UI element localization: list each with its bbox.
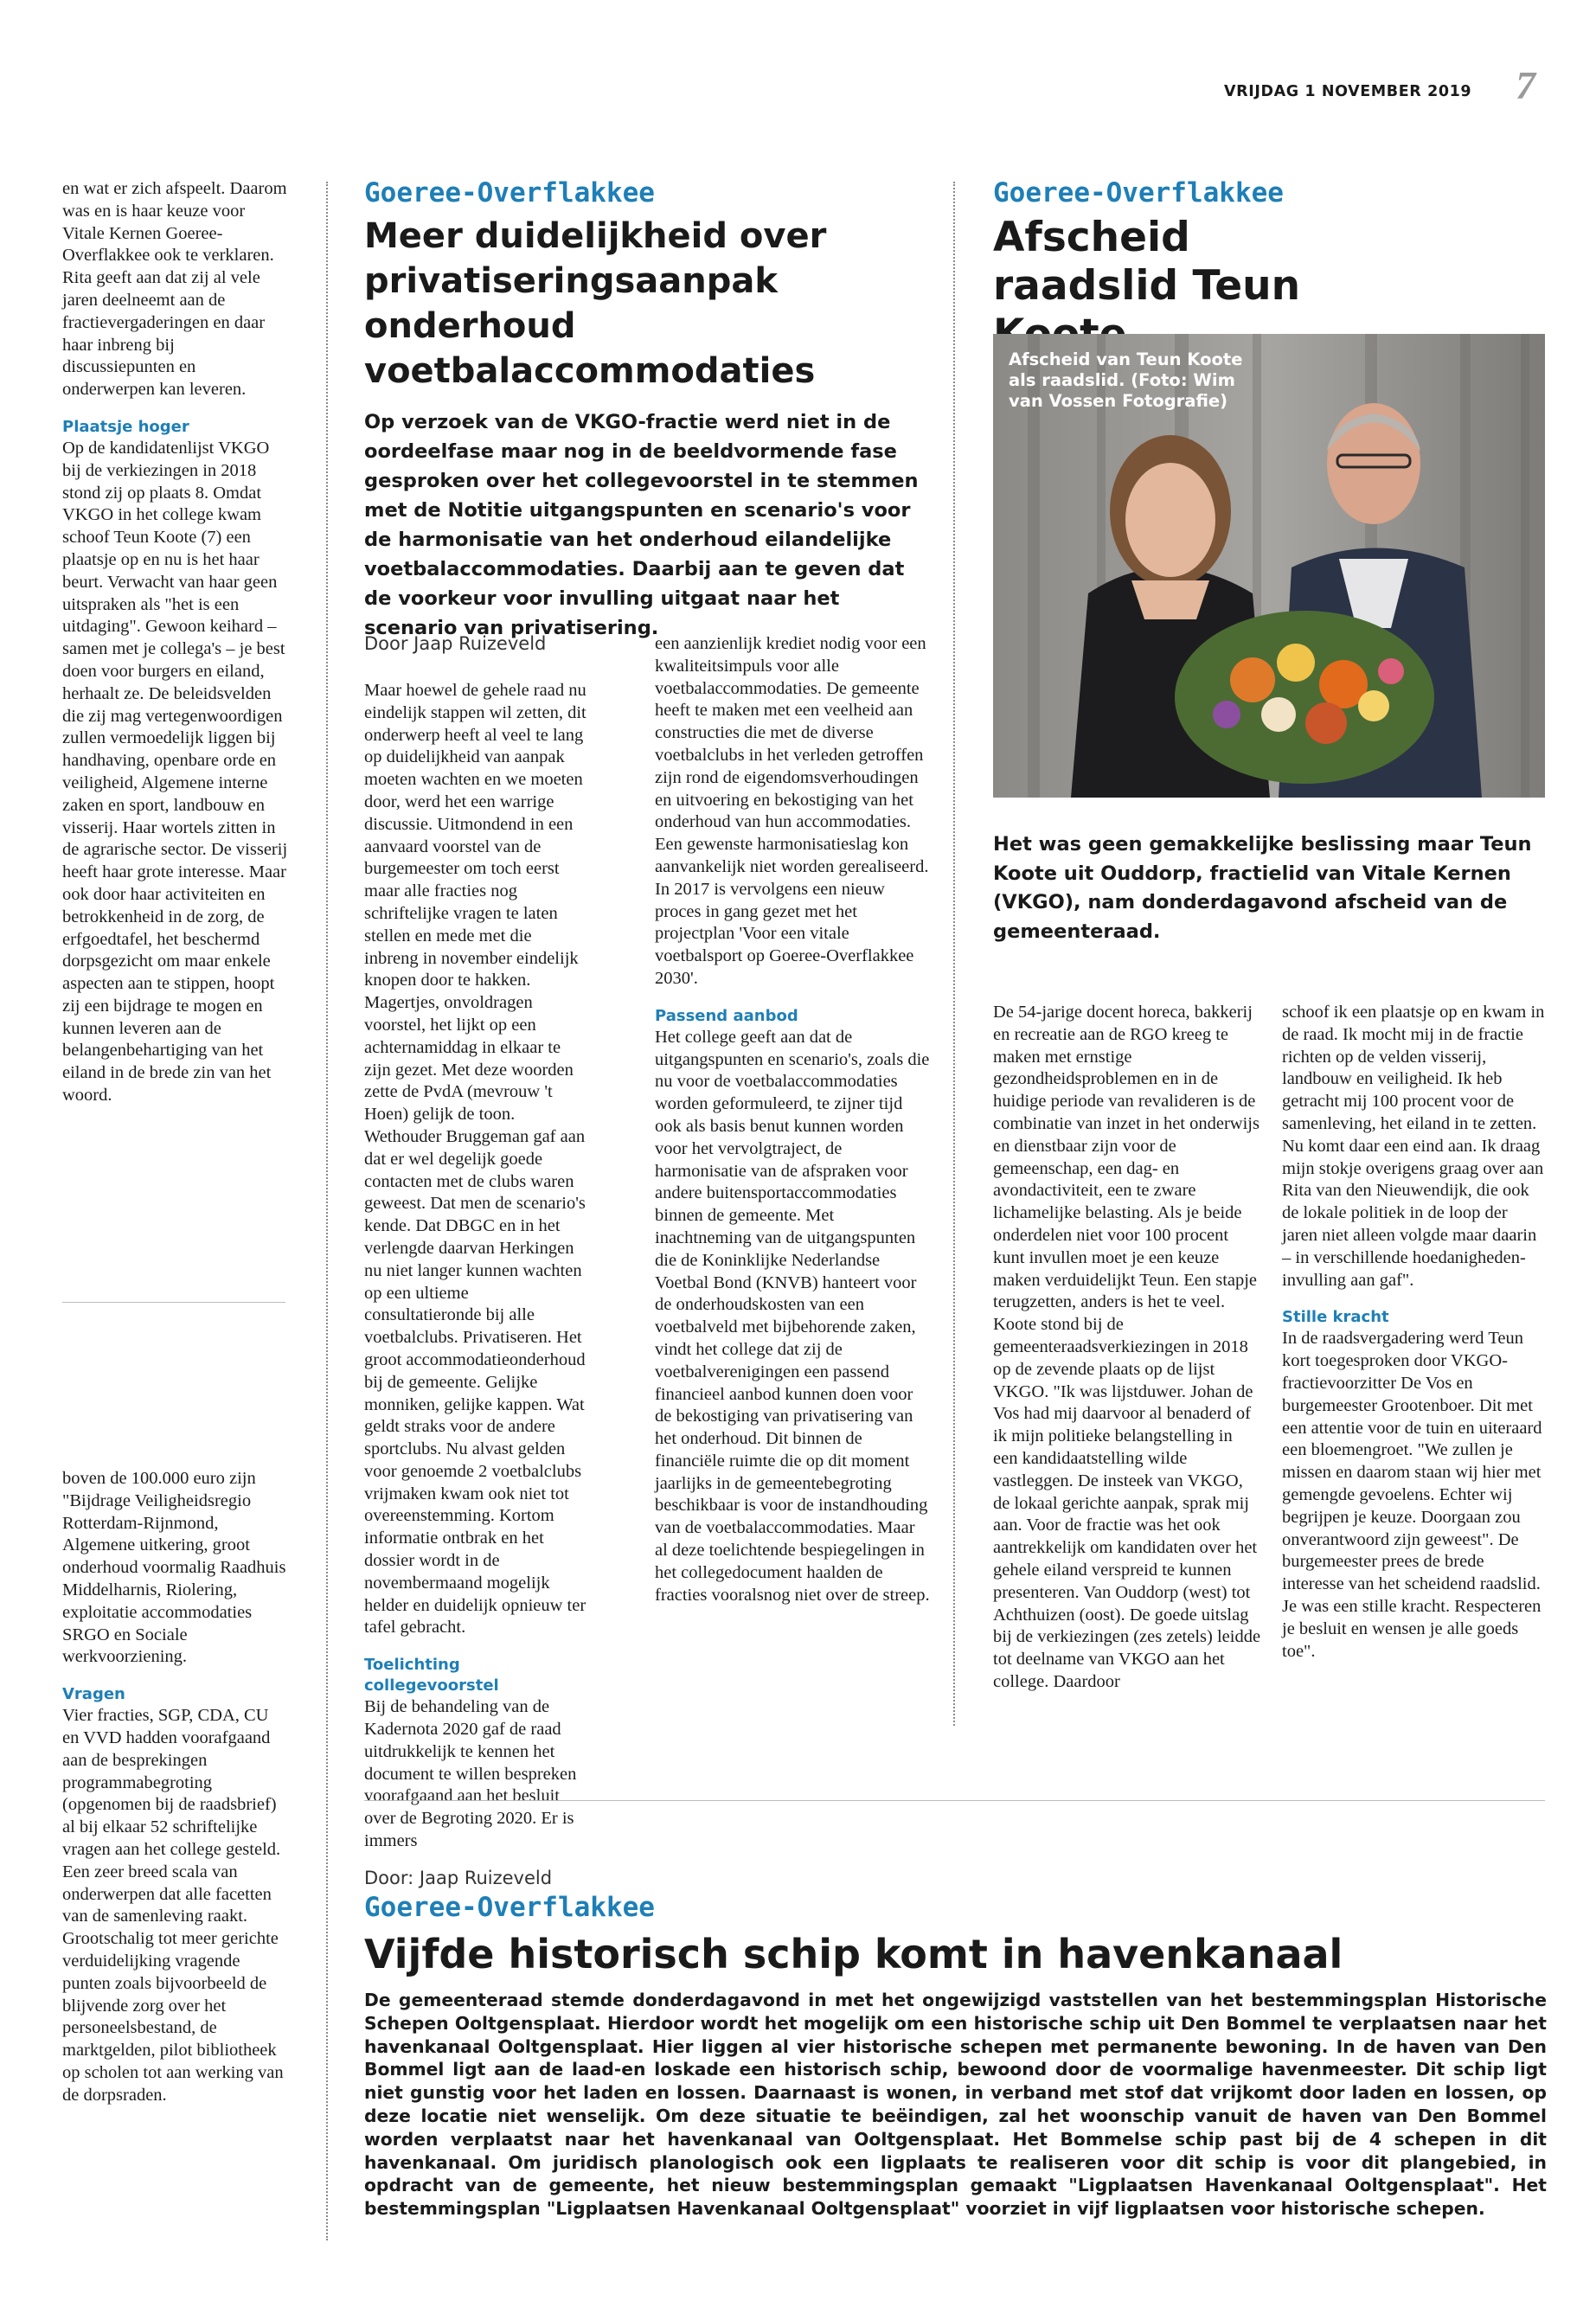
afscheid-subhead-stille-kracht: Stille kracht	[1282, 1308, 1389, 1327]
voetbal-subhead-toelichting: Toelichting collegevoorstel	[364, 1656, 499, 1695]
voetbal-col1-text-2: Bij de behandeling van de Kadernota 2020 gaf de raad uitdrukkelijk te kennen het document te willen bespreken voorafgaand aan het besluit over de Begroting 2020. Er is immers	[364, 1697, 577, 1851]
article-afscheid	[993, 176, 1547, 359]
voetbal-kicker: Goeree-Overflakkee	[364, 177, 655, 208]
column-divider-left	[326, 182, 328, 2240]
afscheid-intro-wrap	[993, 830, 1547, 946]
left-subhead-vragen: Vragen	[62, 1685, 125, 1704]
afscheid-headline: Afscheid raadslid Teun	[993, 214, 1301, 310]
photo-caption: Afscheid van Teun Koote als raadslid. (Foto: Wim van Vossen Fotografie)	[1009, 349, 1243, 411]
left-column-continued	[62, 1468, 289, 2107]
voetbal-byline: Door Jaap Ruizeveld	[364, 633, 547, 654]
afscheid-intro: Het was geen gemakkelijke beslissing maar Teun Koote uit Ouddorp, fractielid van Vitale Kernen (VKGO), nam donderdagavond afscheid van de gemeenteraad.	[993, 833, 1532, 943]
voetbal-col1-text: Maar hoewel de gehele raad nu eindelijk stappen wil zetten, dit onderwerp heeft al veel te lang op duidelijkheid van aanpak moeten wachten en we moeten door, werd het een warrige discussie. Uitmondend in een aanvaard voorstel van de burgemeester om toch eerst maar alle fracties nog schriftelijke vragen te laten stellen en mede met die inbreng in november eindelijk knopen door te hakken. Magertjes, onvoldragen voorstel, het lijkt op een achternamiddag in elkaar te zijn gezet. Met deze woorden zette de PvdA (mevrouw 't Hoen) gelijk de toon. Wethouder Bruggeman gaf aan dat er wel degelijk goede contacten met de clubs waren geweest. Dat men de scenario's kende. Dat DBGC en in het verlengde daarvan Herkingen nu niet langer kunnen wachten op een ultieme consultatieronde bij alle voetbalclubs. Privatiseren. Het groot accommodatieonderhoud bij de gemeente. Gelijke monniken, gelijke kappen. Wat geldt straks voor de andere sportclubs. Nu alvast gelden voor genoemde 2 voetbalclubs vrijmaken kwam ook niet tot overeenstemming. Kortom informatie ontbrak en het dossier wordt in de novembermaand mogelijk helder en duidelijk opnieuw ter tafel gebracht.	[364, 681, 586, 1638]
voetbal-col2-text-2: Het college geeft aan dat de uitgangspunten en scenario's, zoals die nu voor de voetbalaccommodaties worden geformuleerd, te zijner tijd ook als basis benut kunnen worden voor het vervolgtraject, de harmonisatie van de afspraken voor andere buitensportaccommodaties binnen de gemeente. Met inachtneming van de uitgangspunten die de Koninklijke Nederlandse Voetbal Bond (KNVB) hanteert voor de onderhoudskosten van een voetbalveld met bijbehorende zaken, vindt het college dat zij de voetbalverenigingen een passend financieel aanbod kunnen doen voor de bekostiging van privatisering van het onderhoud. Dit binnen de financiële ruimte die op dit moment jaarlijks in de gemeentebegroting beschikbaar is voor de instandhouding van de voetbalaccommodaties. Maar al deze toelichtende bespiegelingen in het collegedocument haalden de fracties vooralsnog niet over de streep.	[655, 1027, 930, 1605]
schip-byline: Door: Jaap Ruizeveld	[364, 1868, 553, 1888]
issue-date: VRIJDAG 1 NOVEMBER 2019	[1224, 83, 1472, 100]
left-subhead-plaatsje-hoger: Plaatsje hoger	[62, 417, 189, 436]
bottom-article-divider	[364, 1800, 1545, 1801]
afscheid-col2-text-2: In de raadsvergadering werd Teun kort toegesproken door VKGO-fractievoorzitter De Vos en burgemeester Grootenboer. Dit met een attentie voor de tuin en uiteraard een bloemengroet. "We zullen je missen en daarom staan wij hier met gemengde gevoelens. Echter wij begrijpen je keuze. Doorgaan zou onverantwoord zijn geweest". De burgemeester prees de brede interesse van het scheidend raadslid. Je was een stille kracht. Respecteren je besluit en wensen je alle goeds toe".	[1282, 1329, 1542, 1661]
afscheid-kicker: Goeree-Overflakkee	[993, 177, 1284, 208]
left-column-divider	[62, 1302, 285, 1303]
schip-headline: Vijfde historisch schip komt in havenkanaal	[364, 1931, 1343, 1977]
afscheid-col1-text: De 54-jarige docent horeca, bakkerij en recreatie aan de RGO kreeg te maken met ernstige gezondheidsproblemen en in de huidige periode van revalideren is de combinatie van inzet in het onderwijs en dienstbaar zijn voor de gemeenschap, een dag- en avondactiviteit, een te zware lichamelijke belasting. Als je beide onderdelen niet voor 100 procent kunt invullen moet je een keuze maken verduidelijkt Teun. Een stapje terugzetten, anders is het te veel. Koote stond bij de gemeenteraadsverkiezingen in 2018 op de zevende plaats op de lijst VKGO. "Ik was lijstduwer. Johan de Vos had mij daarvoor al benaderd of ik mijn politieke belangstelling in een kandidaatstelling wilde vastleggen. De insteek van VKGO, de lokaal gerichte aanpak, sprak mij aan. Voor de fractie was het ook aantrekkelijk om kandidaten over het gehele eiland verspreid te kunnen presenteren. Van Ouddorp (west) tot Achthuizen (oost). De goede uitslag bij de verkiezingen (zes zetels) leidde tot deelname van VKGO aan het college. Daardoor	[993, 1003, 1261, 1691]
voetbal-column-1	[364, 631, 587, 1853]
voetbal-intro: Op verzoek van de VKGO-fractie werd niet in de oordeelfase maar nog in de beeldvormende fase gesproken over het collegevoorstel in te stemmen met de Notitie uitgangspunten en scenario's voor de harmonisatie van het onderhoud eilandelijke voetbalaccommodaties. Daarbij aan te geven dat de voorkeur voor invulling uitgaat naar het scenario van privatisering.	[364, 411, 919, 639]
afscheid-col2-text: schoof ik een plaatsje op en kwam in de raad. Ik mocht mij in de fractie richten op de velden visserij, landbouw en veiligheid. Ik heb getracht mij 100 procent voor de samenleving, het eiland in te zetten. Nu komt daar een eind aan. Ik draag mijn stokje overigens graag over aan Rita van den Nieuwendijk, die ook de lokale politiek in de loop der jaren niet alleen volgde maar daarin – in verschillende hoedanigheden- invulling aan gaf".	[1282, 1003, 1545, 1290]
column-divider-middle	[953, 182, 955, 1726]
schip-intro: De gemeenteraad stemde donderdagavond in met het ongewijzigd vaststellen van het bestemmingsplan Historische Schepen Ooltgensplaat. Hierdoor wordt het mogelijk om een historische schip uit Den Bommel te verplaatsen naar het havenkanaal Ooltgensplaat. Hier liggen al vier historische schepen met permanente bewoning. In de haven van Den Bommel ligt aan de laad-en loskade een historisch schip, bewoond door de voormalige havenmeester. Dit schip ligt niet gunstig voor het laden en lossen. Daarnaast is wonen, in verband met stof dat vrijkomt door laden en lossen, op deze locatie niet wenselijk. Om deze situatie te beëindigen, zal het woonschip vanuit de haven van Den Bommel worden verplaatst naar het havenkanaal van Ooltgensplaat. Het Bommelse schip past bij de 4 schepen in dit havenkanaal. Om juridisch planologisch ook een ligplaats te realiseren voor dit schip is voor dit plangebied, in opdracht van de gemeente, het nieuw bestemmingsplan gemaakt "Ligplaatsen Havenkanaal Ooltgensplaat". Het bestemmingsplan "Ligplaatsen Havenkanaal Ooltgensplaat" voorziet in vijf ligplaatsen voor historische schepen.	[364, 1990, 1547, 2220]
left-column	[62, 178, 289, 1107]
voetbal-subhead-passend-aanbod: Passend aanbod	[655, 1006, 798, 1025]
article-schip	[364, 1866, 1547, 2221]
left-column-text-2: Op de kandidatenlijst VKGO bij de verkiezingen in 2018 stond zij op plaats 8. Omdat VKGO in het college kwam schoof Teun Koote (7) een plaatsje op en nu is het haar beurt. Verwacht van haar geen uitspraken als "het is een uitdaging". Gewoon keihard – samen met je collega's – je best doen voor burgers en eiland, herhaalt ze. De beleidsvelden die zij mag vertegenwoordigen zullen vermoedelijk liggen bij handhaving, openbare orde en veiligheid, Algemene interne zaken en sport, landbouw en visserij. Haar wortels zitten in de agrarische sector. De visserij heeft haar grote interesse. Maar ook door haar activiteiten en betrokkenheid in de zorg, de erfgoedtafel, het beschermd dorpsgezicht om maar enkele aspecten aan te stippen, hoopt zij een bijdrage te mogen en kunnen leveren aan de belangenbehartiging van het eiland in de brede zin van het woord.	[62, 438, 288, 1106]
left-column-text-3: boven de 100.000 euro zijn "Bijdrage Veiligheidsregio Rotterdam-Rijnmond, Algemene uitkering, groot onderhoud voormalig Raadhuis Middelharnis, Riolering, exploitatie accommodaties SRGO en Sociale werkvoorziening.	[62, 1469, 286, 1667]
afscheid-column-2	[1282, 1002, 1547, 1663]
voetbal-col2-text: een aanzienlijk krediet nodig voor een kwaliteitsimpuls voor alle voetbalaccommodaties. De gemeente heeft te maken met een veelheid aan constructies die met de diverse voetbalclubs in het verleden getroffen zijn rond de eigendomsverhoudingen en uitvoering en bekostiging van het onderhoud van hun accommodaties. Een gewenste harmonisatieslag kon aanvankelijk niet worden gerealiseerd. In 2017 is vervolgens een nieuw proces in gang gezet met het projectplan 'Voor een vitale voetbalsport op Goeree-Overflakkee 2030'.	[655, 634, 929, 988]
voetbal-headline: Meer duidelijkheid over privatiseringsaanpak onderhoud voetbalaccommodaties	[364, 216, 827, 391]
voetbal-column-2	[655, 633, 930, 1606]
article-voetbal	[364, 176, 931, 643]
schip-kicker: Goeree-Overflakkee	[364, 1892, 655, 1923]
left-column-text-4: Vier fracties, SGP, CDA, CU en VVD hadden voorafgaand aan de besprekingen programmabegroting (opgenomen bij de raadsbrief) al bij elkaar 52 schriftelijke vragen aan het college gesteld. Een zeer breed scala van onderwerpen dat alle facetten van de samenleving raakt. Grootschalig tot meer gerichte verduidelijking vragende punten zoals bijvoorbeeld de blijvende zorg over het personeelsbestand, de marktgelden, pilot bibliotheek op scholen tot aan werking van de dorpsraden.	[62, 1706, 284, 2105]
left-column-text-1: en wat er zich afspeelt. Daarom was en is haar keuze voor Vitale Kernen Goeree-Overflakkee ook te verklaren. Rita geeft aan dat zij al vele jaren deelneemt aan de fractievergaderingen en daar haar inbreng bij discussiepunten en onderwerpen kan leveren.	[62, 179, 287, 400]
afscheid-column-1	[993, 1002, 1261, 1694]
afscheid-photo	[993, 334, 1545, 798]
page-number: 7	[1516, 63, 1535, 107]
